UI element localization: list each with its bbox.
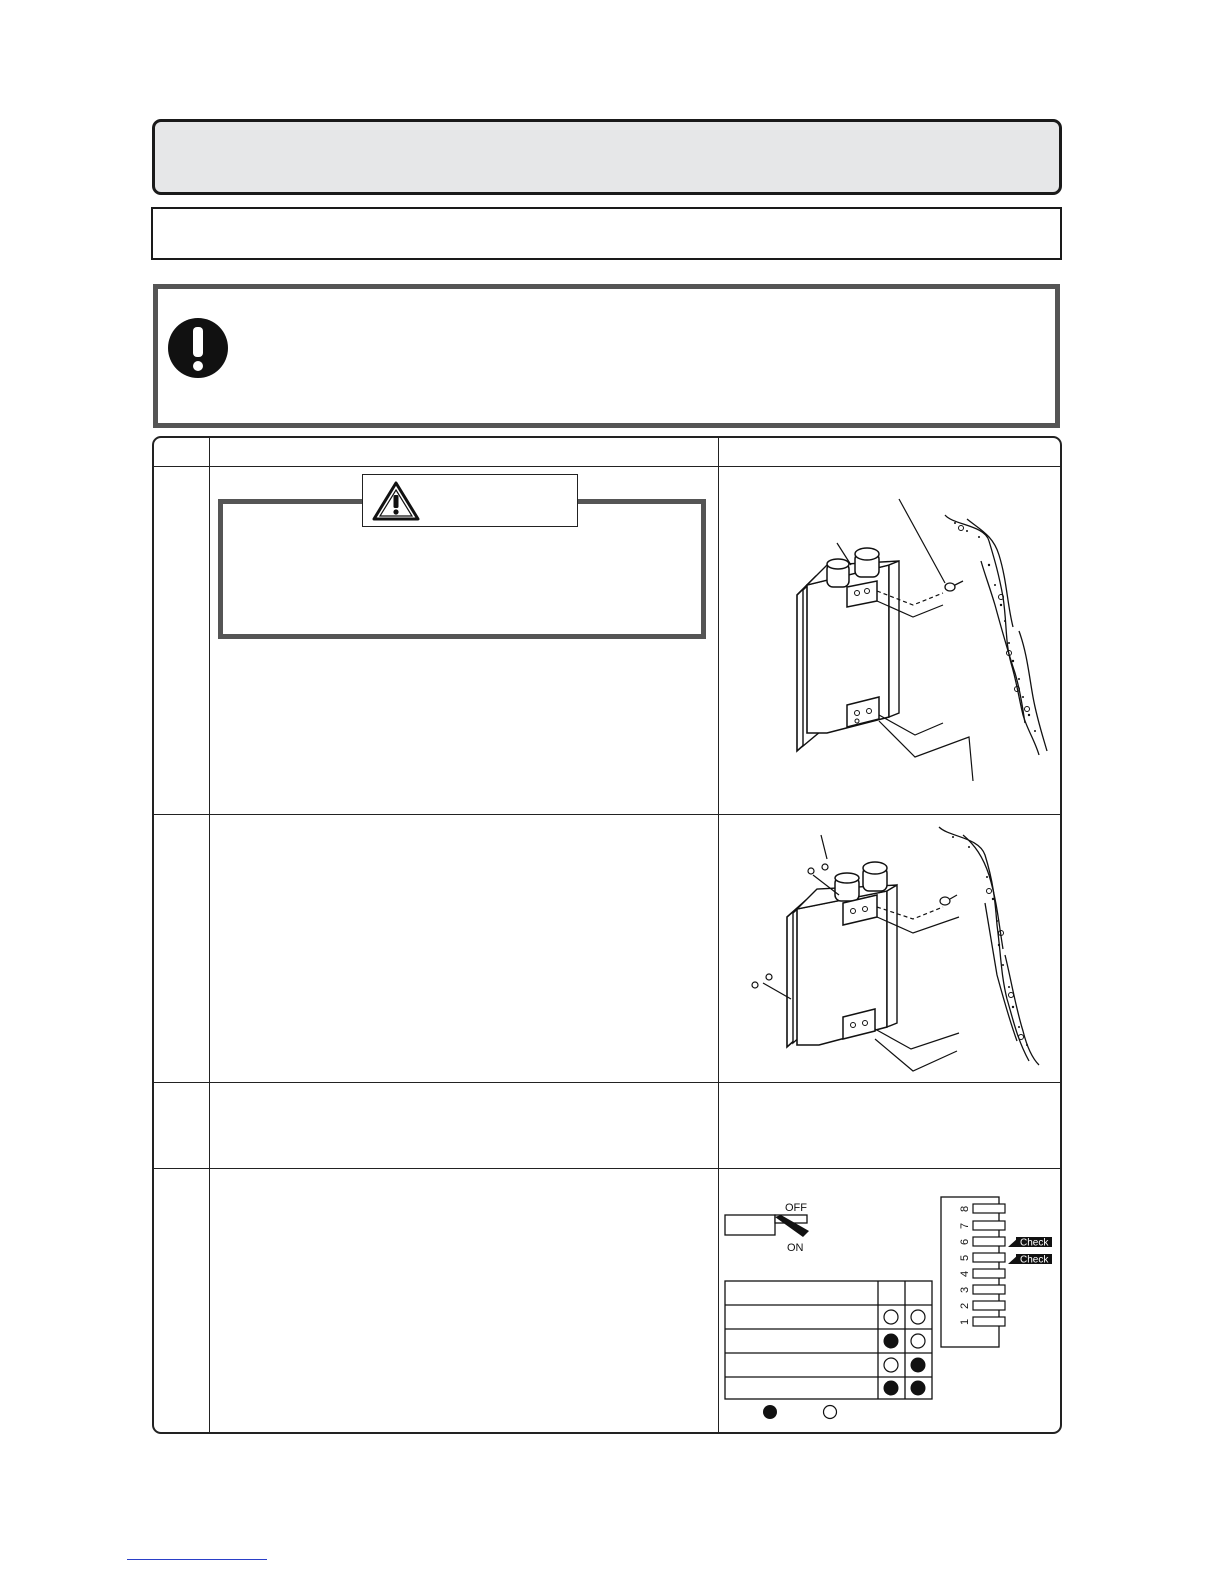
dip-number-2: 2 — [959, 1302, 971, 1309]
mounting-figure-1 — [717, 465, 1062, 813]
warning-tab — [362, 474, 578, 527]
switch-on-label: ON — [787, 1242, 804, 1254]
footer-link-underline — [127, 1559, 267, 1560]
warning-triangle-icon — [371, 480, 421, 522]
dip-number-7: 7 — [959, 1222, 971, 1229]
dip-number-5: 5 — [959, 1254, 971, 1261]
check-label-5: Check — [1020, 1254, 1049, 1266]
page-subtitle-box — [151, 207, 1062, 260]
page-title-box — [152, 119, 1062, 195]
column-divider-step — [209, 438, 210, 1432]
switch-setting-figure — [717, 1167, 1062, 1433]
dip-switch — [941, 1197, 1052, 1347]
setting-table — [725, 1281, 932, 1399]
mounting-figure-2 — [717, 815, 1062, 1080]
caution-banner — [153, 284, 1060, 428]
switch-off-label: OFF — [785, 1202, 807, 1214]
switch-lever-diagram — [725, 1202, 809, 1254]
dip-number-6: 6 — [959, 1238, 971, 1245]
row-divider-2 — [154, 1082, 1060, 1083]
table-legend — [763, 1405, 837, 1419]
dip-number-4: 4 — [959, 1270, 971, 1277]
check-marker-6 — [1008, 1237, 1052, 1249]
dip-number-3: 3 — [959, 1286, 971, 1293]
check-marker-5 — [1008, 1254, 1052, 1266]
check-label-6: Check — [1020, 1237, 1049, 1249]
exclamation-icon — [166, 316, 230, 380]
dip-number-1: 1 — [959, 1318, 971, 1325]
dip-number-8: 8 — [959, 1205, 971, 1212]
